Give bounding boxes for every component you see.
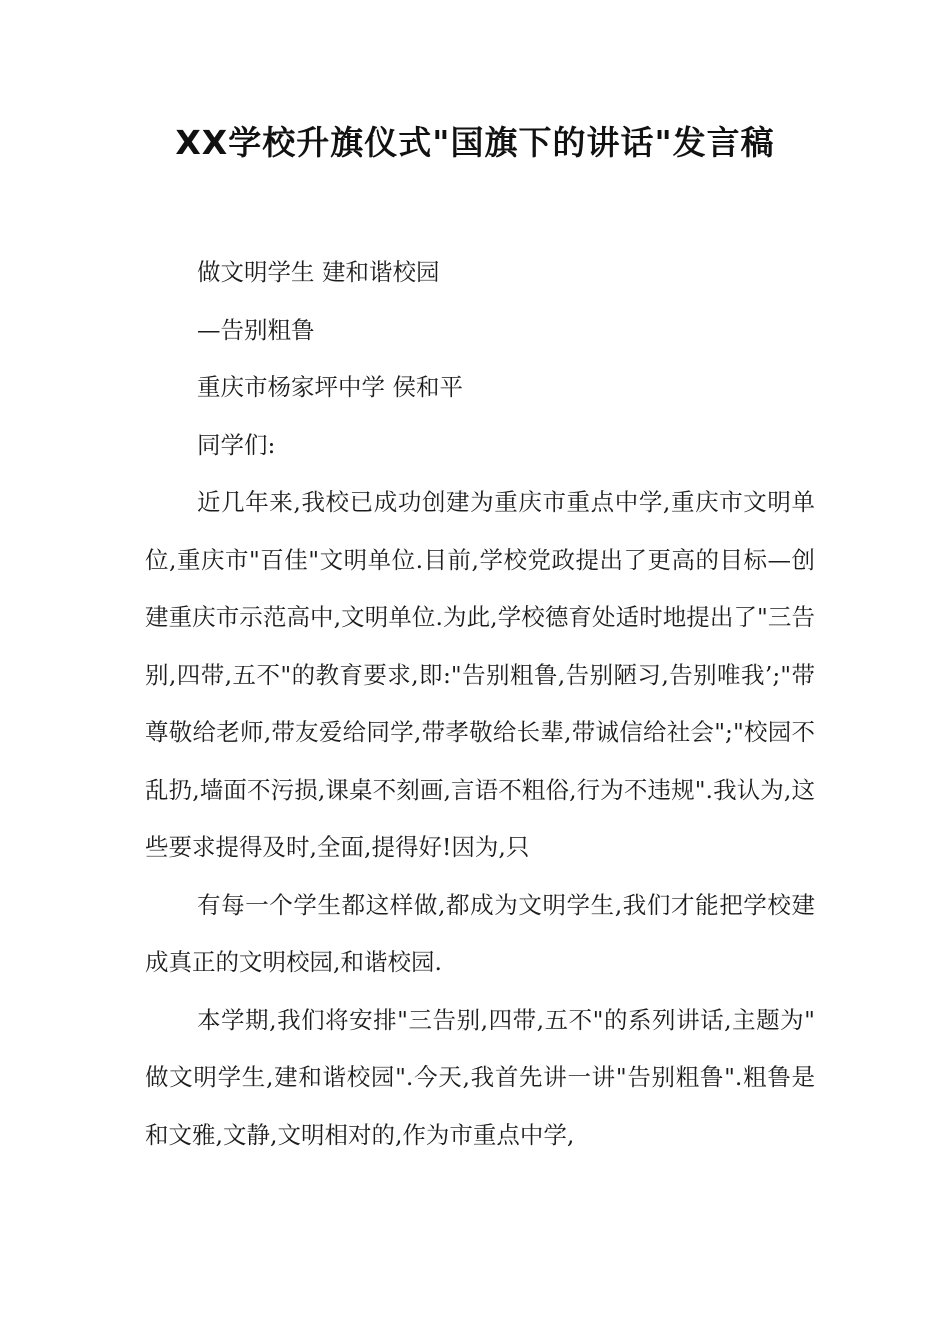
- paragraph: 近几年来,我校已成功创建为重庆市重点中学,重庆市文明单位,重庆市"百佳"文明单位.目前,学校党政提出了更高的目标—创建重庆市示范高中,文明单位.为此,学校德育处适时地提出了"三告别,四带,五不"的教育要求,即:"告别粗鲁,告别陋习,告别唯我’;"带尊敬给老师,带友爱给同学,带孝敬给长辈,带诚信给社会";"校园不乱扔,墙面不污损,课桌不刻画,言语不粗俗,行为不违规".我认为,这些要求提得及时,全面,提得好!因为,只: [145, 488, 815, 861]
- salutation: 同学们:: [197, 430, 276, 459]
- subtitle: 做文明学生 建和谐校园: [197, 258, 440, 286]
- document-body: [145, 244, 815, 1164]
- paragraph: 本学期,我们将安排"三告别,四带,五不"的系列讲话,主题为"做文明学生,建和谐校园".今天,我首先讲一讲"告别粗鲁".粗鲁是和文雅,文静,文明相对的,作为市重点中学,: [145, 1005, 815, 1149]
- subtitle-line-2: —告别粗鲁: [197, 315, 315, 344]
- document-title: XX学校升旗仪式"国旗下的讲话"发言稿: [175, 123, 775, 162]
- paragraph: 有每一个学生都这样做,都成为文明学生,我们才能把学校建成真正的文明校园,和谐校园.: [145, 890, 815, 976]
- author-line: 重庆市杨家坪中学 侯和平: [197, 373, 463, 401]
